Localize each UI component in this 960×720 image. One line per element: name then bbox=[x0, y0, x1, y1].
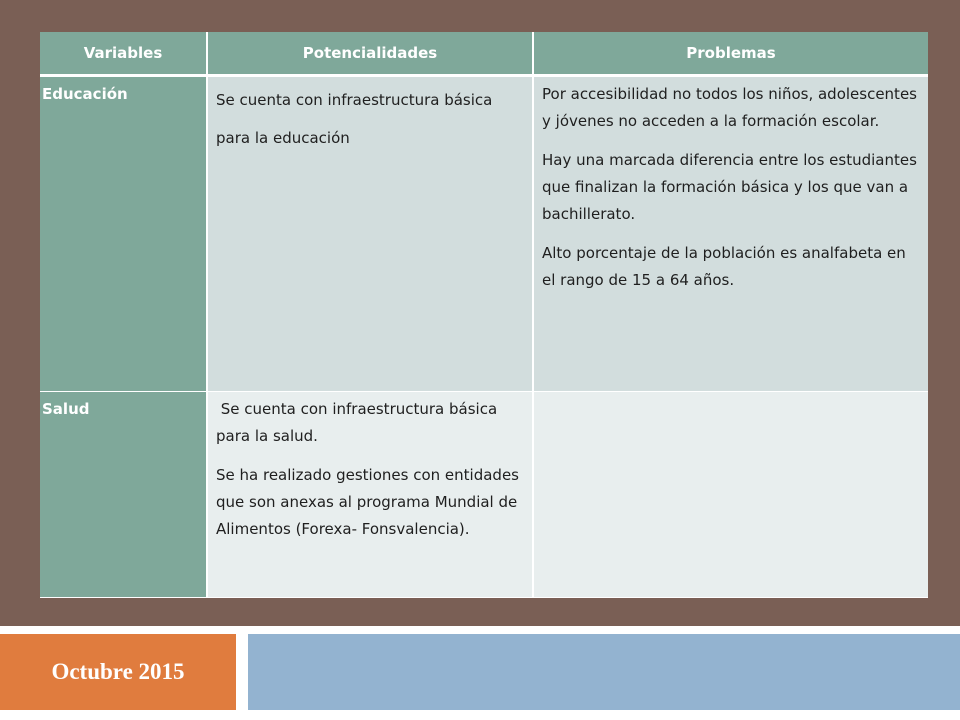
problema-text: Alto porcentaje de la población es analfabeta en el rango de 15 a 64 años. bbox=[542, 244, 906, 289]
table-row-educacion bbox=[40, 76, 928, 392]
header-variables: Variables bbox=[40, 32, 207, 76]
variable-cell: Educación bbox=[40, 76, 207, 392]
problema-text: Hay una marcada diferencia entre los estudiantes que finalizan la formación básica y los que van a bachillerato. bbox=[542, 151, 917, 223]
potencialidades-cell bbox=[207, 392, 533, 598]
footer-date: Octubre 2015 bbox=[0, 634, 236, 710]
potencialidad-text: Se ha realizado gestiones con entidades que son anexas al programa Mundial de Alimentos (Forexa- Fonsvalencia). bbox=[216, 466, 519, 538]
header-problemas: Problemas bbox=[533, 32, 928, 76]
header-potencialidades: Potencialidades bbox=[207, 32, 533, 76]
variables-table bbox=[40, 32, 928, 598]
potencialidades-cell bbox=[207, 76, 533, 392]
table-row-salud bbox=[40, 392, 928, 598]
problema-text: Por accesibilidad no todos los niños, adolescentes y jóvenes no acceden a la formación escolar. bbox=[542, 85, 917, 130]
table-header-row bbox=[40, 32, 928, 76]
variable-cell: Salud bbox=[40, 392, 207, 598]
table-container bbox=[40, 32, 928, 597]
potencialidad-text: Se cuenta con infraestructura básica para la salud. bbox=[216, 400, 502, 445]
potencialidad-text: Se cuenta con infraestructura básica para la educación bbox=[216, 91, 493, 147]
problemas-cell-empty bbox=[533, 392, 928, 598]
problemas-cell bbox=[533, 76, 928, 392]
footer-divider bbox=[0, 626, 960, 632]
footer-bar bbox=[248, 634, 960, 710]
